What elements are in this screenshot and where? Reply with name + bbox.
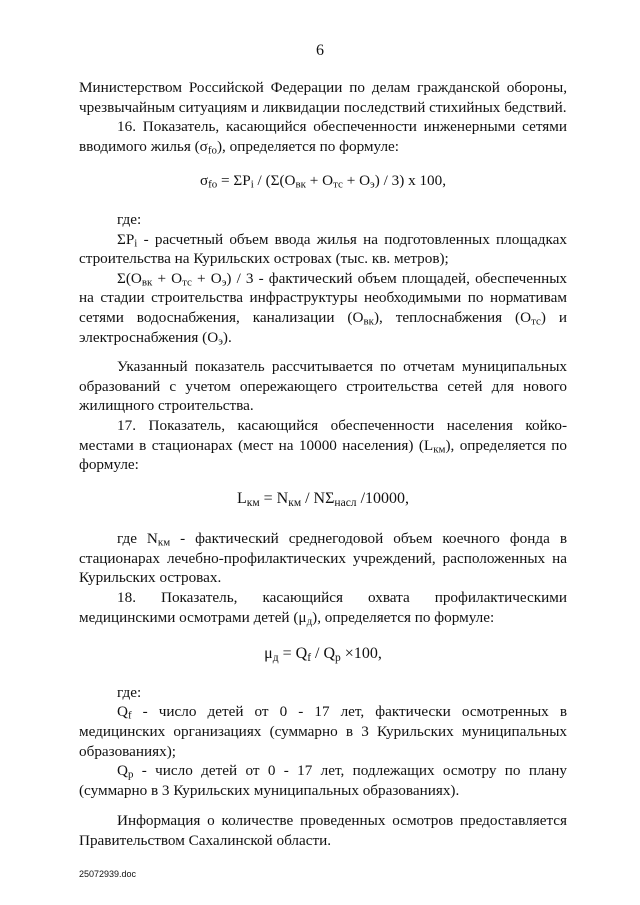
definition-sum-pi: $\Sigma P_i$ - расчетный объем ввода жилья на подготовленных площадках строительства на Курильских островах (тыс. кв. метров); <box>79 230 567 268</box>
page-number: 6 <box>316 42 324 59</box>
definition-sum-o: $\Sigma(O_{вк} + O_{тс} + O_э) / 3$ - фактический объем площадей, обеспеченных на стадии строительства инфраструктуры необходимыми по нормативам сетями водоснабжения, канализации $(O_{вк})$, теплоснабжения $(O_{тс})$ и электроснабжения $(O_э)$. <box>79 269 568 348</box>
where-label-1: где: <box>117 210 142 228</box>
formula-sigma-fo: $\sigma_{fo} = \Sigma P_i / (\Sigma(O_{вк} + O_{тс} + O_э) / 3)$ x 100, <box>199 172 447 192</box>
paragraph-indicator-16: 16. Показатель, касающийся обеспеченности инженерными сетями вводимого жилья $(\sigma_{fo})$, определяется по формуле: <box>79 118 567 157</box>
formula-mu-d: $\mu_д = Q_f / Q_p \times 100$, <box>264 645 382 665</box>
paragraph-ministry: Министерством Российской Федерации по делам гражданской обороны, чрезвычайным ситуациям и ликвидации последствий стихийных бедствий. <box>79 79 567 116</box>
file-name-footer: 25072939.doc <box>79 869 137 879</box>
formula-l-km: $L_{км} = N_{км} / N\Sigma_{насл}$ /10000, <box>236 489 410 509</box>
paragraph-calculation-note: Указанный показатель рассчитывается по отчетам муниципальных образований с учетом опережающего строительства сетей для нового жилищного строительства. <box>79 358 567 415</box>
where-label-2: где: <box>117 683 142 701</box>
definition-q-f: $Q_f$ - число детей от 0 - 17 лет, фактически осмотренных в медицинских организациях (суммарно в 3 Курильских муниципальных образованиях); <box>79 703 567 760</box>
paragraph-info-provider: Информация о количестве проведенных осмотров предоставляется Правительством Сахалинской области. <box>79 812 567 849</box>
definition-q-p: $Q_p$ - число детей от 0 - 17 лет, подлежащих осмотру по плану (суммарно в 3 Курильских муниципальных образованиях). <box>79 762 567 799</box>
document-body <box>79 78 567 851</box>
paragraph-indicator-17: 17. Показатель, касающийся обеспеченности населения койко-местами в стационарах (мест на 10000 населения) $(L_{км})$, определяется по формуле: <box>79 416 567 474</box>
paragraph-indicator-18: 18. Показатель, касающийся охвата профилактическими медицинскими осмотрами детей $(\mu_д)$, определяется по формуле: <box>79 589 567 628</box>
definition-n-km: где $N_{км}$ - фактический среднегодовой объем коечного фонда в стационарах лечебно-профилактических учреждений, расположенных на Курильских островах. <box>79 530 567 587</box>
